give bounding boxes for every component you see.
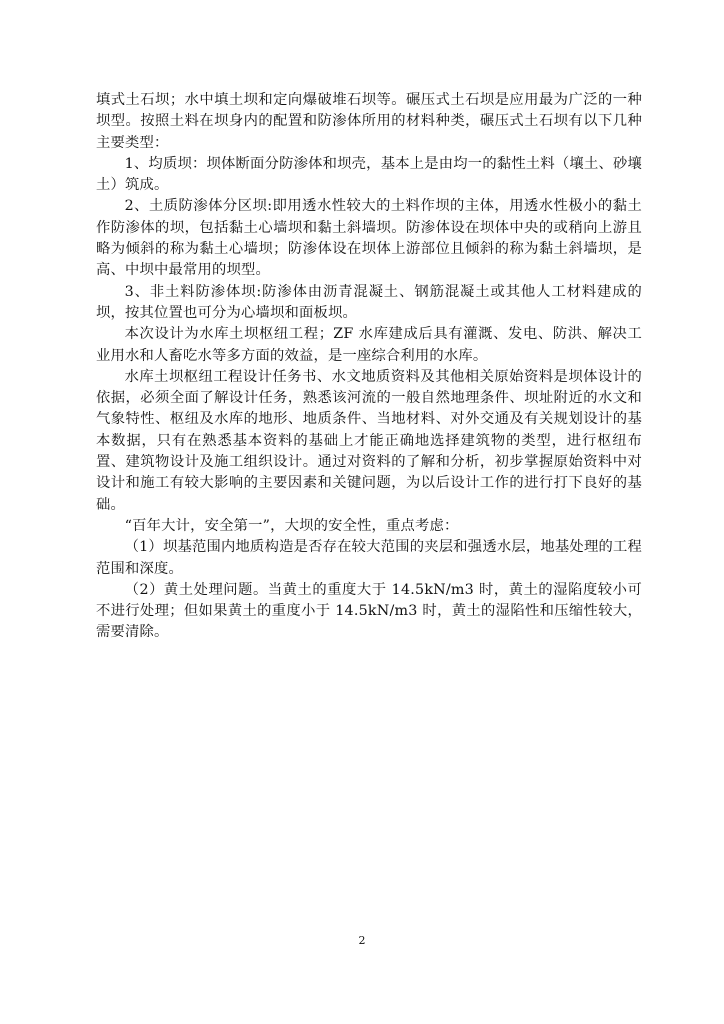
- paragraph-homogeneous-dam: 1、均质坝：坝体断面分防渗体和坝壳，基本上是由均一的黏性土料（壤土、砂壤土）筑成。: [96, 155, 642, 194]
- paragraph-non-earth-seepage-dam: 3、非土料防渗体坝:防渗体由沥青混凝土、钢筋混凝土或其他人工材料建成的坝，按其位置也可分为心墙坝和面板坝。: [96, 283, 642, 321]
- paragraph-design-basis: 水库土坝枢纽工程设计任务书、水文地质资料及其他相关原始资料是坝体设计的依据，必须全面了解设计任务，熟悉该河流的一般自然地理条件、坝址附近的水文和气象特性、枢纽及水库的地形、地质条件、当地材料、对外交通及有关规划设计的基本数据，只有在熟悉基本资料的基础上才能正确地选择建筑物的类型，进行枢纽布置、建筑物设计及施工组织设计。通过对资料的了解和分析，初步掌握原始资料中对设计和施工有较大影响的主要因素和关键问题，为以后设计工作的进行打下良好的基础。: [96, 368, 642, 513]
- paragraph-project-design: 本次设计为水库土坝枢纽工程；ZF 水库建成后具有灌溉、发电、防洪、解决工业用水和人畜吃水等多方面的效益，是一座综合利用的水库。: [96, 326, 642, 364]
- page-number: 2: [358, 934, 366, 947]
- paragraph-zoned-earth-dam: 2、土质防渗体分区坝:即用透水性较大的土料作坝的主体，用透水性极小的黏土作防渗体的坝，包括黏土心墙坝和黏土斜墙坝。防渗体设在坝体中央的或稍向上游且略为倾斜的称为黏土心墙坝；防渗体设在坝体上游部位且倾斜的称为黏土斜墙坝，是高、中坝中最常用的坝型。: [96, 198, 642, 279]
- paragraph-foundation-geology: （1）坝基范围内地质构造是否存在较大范围的夹层和强透水层，地基处理的工程范围和深度。: [96, 539, 642, 577]
- paragraph-loess-treatment: （2）黄土处理问题。当黄土的重度大于 14.5kN/m3 时，黄土的湿陷度较小可不进行处理；但如果黄土的重度小于 14.5kN/m3 时，黄土的湿陷性和压缩性较大，需要清除。: [96, 581, 642, 641]
- paragraph-dam-types-intro: 填式土石坝；水中填土坝和定向爆破堆石坝等。碾压式土石坝是应用最为广泛的一种坝型。按照土料在坝身内的配置和防渗体所用的材料种类，碾压式土石坝有以下几种主要类型：: [96, 92, 642, 151]
- body-text: [96, 90, 642, 644]
- paragraph-safety-first: “百年大计，安全第一”，大坝的安全性，重点考虑：: [124, 517, 459, 534]
